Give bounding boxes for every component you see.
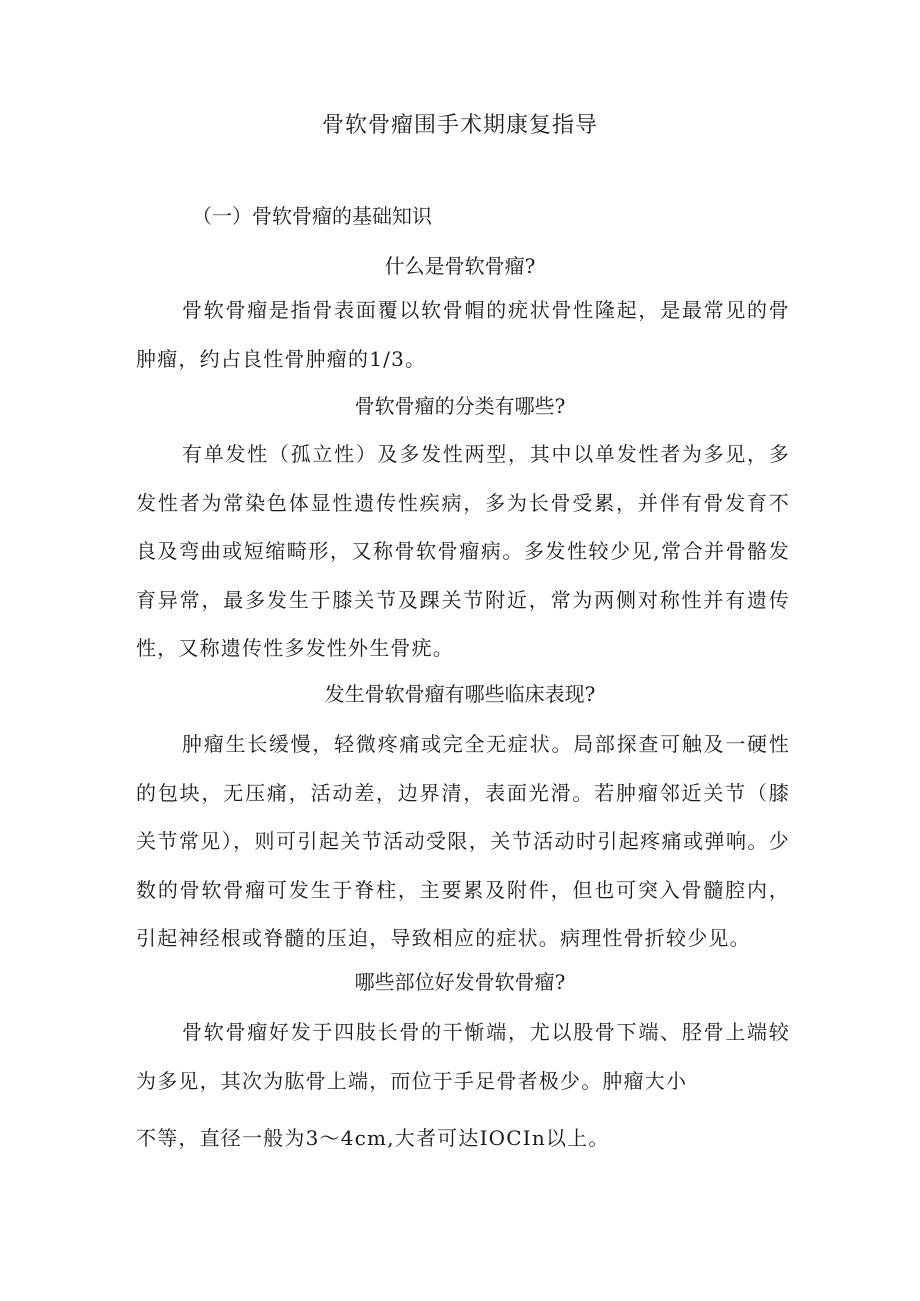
question-heading: 发生骨软骨瘤有哪些临床表现? <box>324 682 596 706</box>
question-heading: 骨软骨瘤的分类有哪些? <box>354 394 566 418</box>
question-heading: 什么是骨软骨瘤? <box>384 254 536 278</box>
document-title: 骨软骨瘤围手术期康复指导 <box>321 113 598 138</box>
question-heading: 哪些部位好发骨软骨瘤? <box>354 970 566 994</box>
answer-paragraph: 肿瘤生长缓慢，轻微疼痛或完全无症状。局部探查可触及一硬性的包块，无压痛，活动差，边界清，表面光滑。若肿瘤邻近关节（膝关节常见），则可引起关节活动受限，关节活动时引起疼痛或弹响。少数的骨软骨瘤可发生于脊柱，主要累及附件，但也可突入骨髓腔内，引起神经根或脊髓的压迫，导致相应的症状。病理性骨折较少见。 <box>136 732 790 950</box>
section-heading: （一）骨软骨瘤的基础知识 <box>192 204 432 228</box>
answer-paragraph: 骨软骨瘤好发于四肢长骨的干惭端，尤以股骨下端、胫骨上端较为多见，其次为肱骨上端，而位于手足骨者极少。肿瘤大小 <box>136 1020 790 1093</box>
answer-paragraph: 骨软骨瘤是指骨表面覆以软骨帽的疣状骨性隆起，是最常见的骨肿瘤，约占良性骨肿瘤的1/3。 <box>136 298 790 371</box>
answer-paragraph: 有单发性（孤立性）及多发性两型，其中以单发性者为多见，多发性者为常染色体显性遗传性疾病，多为长骨受累，并伴有骨发育不良及弯曲或短缩畸形，又称骨软骨瘤病。多发性较少见,常合并骨骼发育异常，最多发生于膝关节及踝关节附近，常为两侧对称性并有遗传性，又称遗传性多发性外生骨疣。 <box>136 442 790 660</box>
answer-paragraph-continued: 不等，直径一般为3～4cm,大者可达IOCIn以上。 <box>136 1126 610 1150</box>
